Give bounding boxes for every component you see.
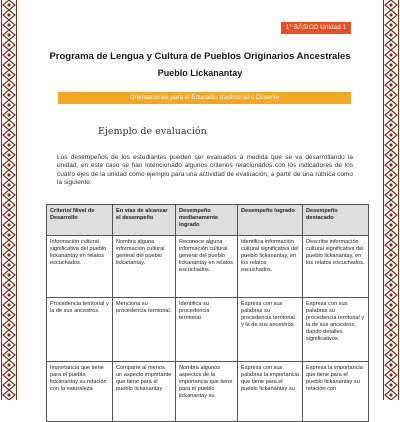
table-cell: Información cultural significativa del pueblo lickanantay en relatos escuchados.: [47, 236, 113, 298]
table-cell: Nombra alguna información cultural general del pueblo lickanantay.: [113, 236, 176, 298]
table-cell: Expresa con sus palabras su procedencia territorial y la de sus ancestros.: [238, 298, 303, 362]
table-cell: Expresa con sus palabras la importancia que tiene para el pueblo lickanantay su: [238, 362, 303, 422]
header-cell: En vías de alcanzar el desempeño: [113, 205, 176, 236]
table-row: [47, 298, 369, 362]
table-cell: Nombra algunos aspectos de la importancia que tiene para el pueblo lickanantay su: [176, 362, 238, 422]
table-cell: Identifica su procedencia territorial.: [176, 298, 238, 362]
table-cell: Describe información cultural significativa del pueblo lickanantay, en los relatos escuchados.: [303, 236, 369, 298]
table-cell: Reconoce alguna información cultural general del pueblo lickanantay en relatos escuchados.: [176, 236, 238, 298]
header-cell: Desempeño destacado: [303, 205, 369, 236]
header-cell: Desempeño medianamente logrado: [176, 205, 238, 236]
table-row: [47, 236, 369, 298]
table-cell: Comparte al menos un aspecto importante que tiene para el pueblo lickanantay: [113, 362, 176, 422]
header-cell: Desempeño logrado: [238, 205, 303, 236]
people-title: Pueblo Lickanantay: [157, 68, 243, 78]
table-cell: Expresa la importancia que tiene para el pueblo lickanantay su relación con: [303, 362, 369, 422]
program-title: Programa de Lengua y Cultura de Pueblos Originarios Ancestrales: [49, 51, 351, 62]
table-cell: Expresa con sus palabras su procedencia territorial y la de sus ancestros, dando detalles significativos.: [303, 298, 369, 362]
section-title: Ejemplo de evaluación: [98, 126, 207, 137]
orientation-bar: Orientaciones para el Educador tradicional o Docente: [58, 92, 351, 104]
table-cell: Identifica información cultural significativa del pueblo lickanantay, en los relatos escuchados.: [238, 236, 303, 298]
rubric-header-row: [47, 205, 369, 236]
header-cell: Criterio/ Nivel de Desarrollo: [47, 205, 113, 236]
rubric-table: [46, 204, 369, 422]
grade-unit-badge: 1° BÁSICO Unidad 1: [281, 22, 351, 34]
table-cell: Menciona su procedencia territorial.: [113, 298, 176, 362]
table-cell: Procedencia territorial y la de sus ancestros.: [47, 298, 113, 362]
table-row: [47, 362, 369, 422]
table-cell: Importancia que tiene para el pueblo lickanantay su relación con la naturaleza: [47, 362, 113, 422]
intro-paragraph: Los desempeños de los estudiantes pueden ser evaluados a medida que se va desarrollando la unidad, en este caso se han intencionado algunos criterios relacionados con los indicadores de los cuatro ejes de la unidad como ejemplo para una actividad de evaluación, a partir de una rúbrica como la siguiente:: [57, 154, 353, 186]
